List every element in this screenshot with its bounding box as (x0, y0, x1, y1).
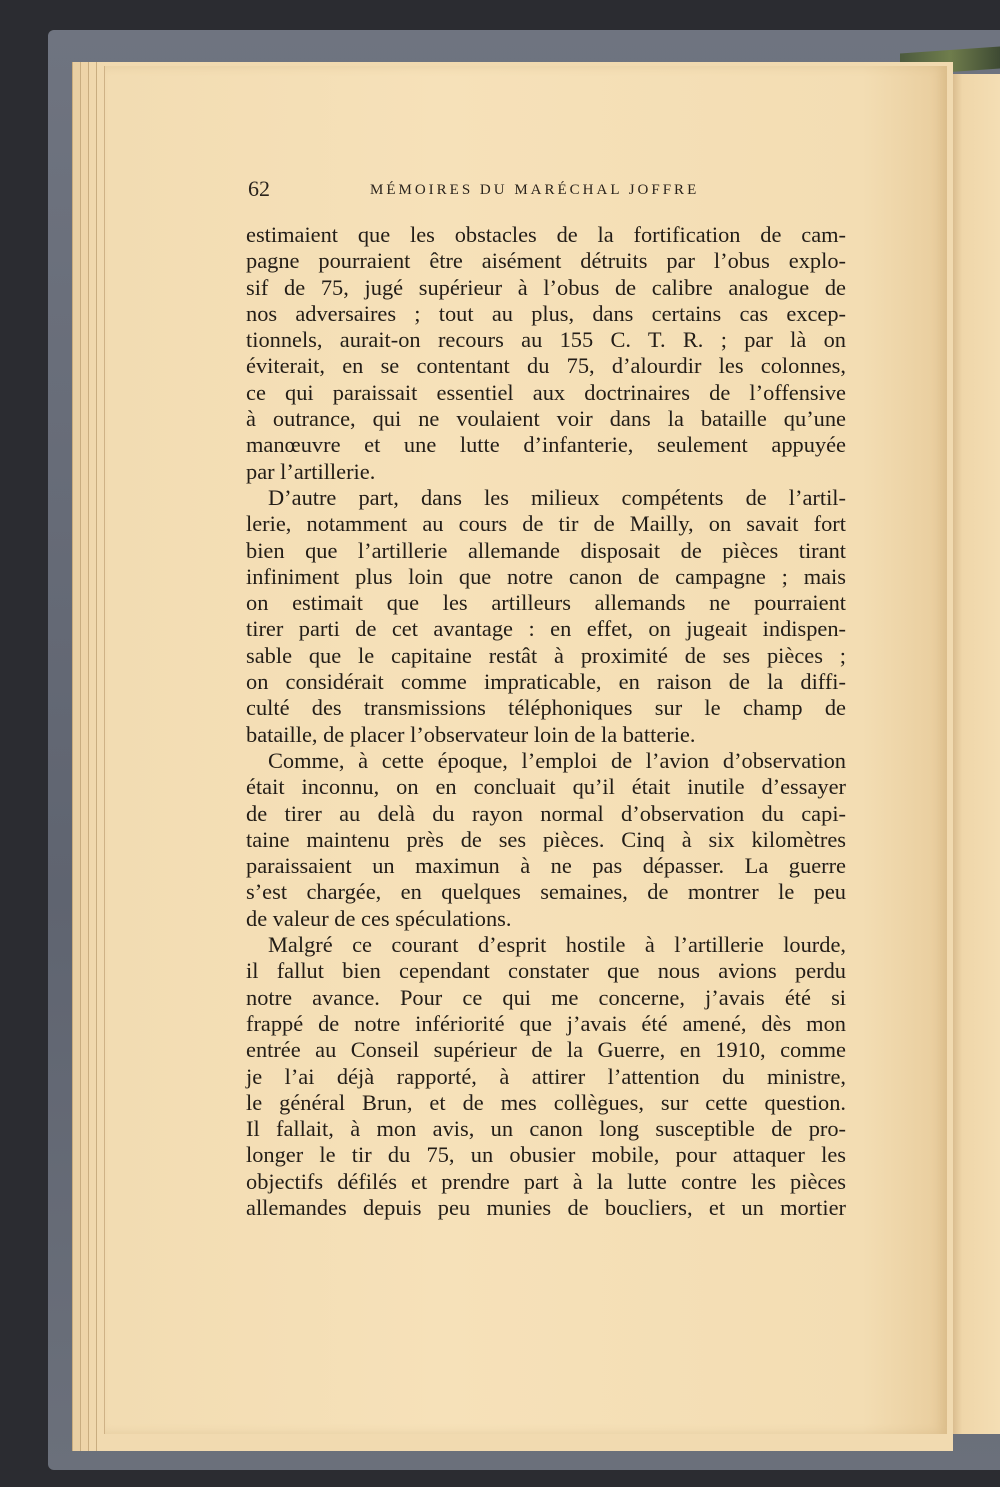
text-line: le général Brun, et de mes collègues, sur cette question. (246, 1089, 846, 1115)
text-line: de valeur de ces spéculations. (246, 905, 512, 931)
page-number: 62 (248, 176, 270, 201)
text-line: était inconnu, on en concluait qu’il était inutile d’essayer (246, 774, 846, 800)
text-line: frappé de notre infériorité que j’avais été amené, dès mon (246, 1010, 846, 1036)
text-line: sif de 75, jugé supérieur à l’obus de calibre analogue de (246, 274, 846, 300)
text-line: nos adversaires ; tout au plus, dans certains cas excep- (246, 300, 846, 326)
text-line: notre avance. Pour ce qui me concerne, j’avais été si (246, 984, 846, 1010)
text-line: Comme, à cette époque, l’emploi de l’avion d’observation (268, 747, 846, 773)
text-line: pagne pourraient être aisément détruits par l’obus explo- (246, 248, 846, 274)
text-line: culté des transmissions téléphoniques sur le champ de (246, 695, 846, 721)
text-line: Il fallait, à mon avis, un canon long susceptible de pro- (246, 1116, 846, 1142)
text-line: ce qui paraissait essentiel aux doctrinaires de l’offensive (246, 379, 846, 405)
text-line: infiniment plus loin que notre canon de campagne ; mais (246, 563, 846, 589)
text-line: entrée au Conseil supérieur de la Guerre, en 1910, comme (246, 1037, 846, 1063)
text-line: estimaient que les obstacles de la fortification de cam- (246, 222, 846, 247)
text-line: Malgré ce courant d’esprit hostile à l’artillerie lourde, (268, 932, 846, 958)
text-line: il fallut bien cependant constater que nous avions perdu (246, 958, 846, 984)
text-line: paraissaient un maximun à ne pas dépasser. La guerre (246, 853, 846, 879)
text-line: D’autre part, dans les milieux compétents de l’artil- (268, 484, 846, 510)
text-line: par l’artillerie. (246, 458, 376, 484)
text-line: manœuvre et une lutte d’infanterie, seulement appuyée (246, 432, 846, 458)
text-line: lerie, notamment au cours de tir de Mailly, on savait fort (246, 511, 846, 537)
text-line: s’est chargée, en quelques semaines, de montrer le peu (246, 879, 846, 905)
text-line: tirer parti de cet avantage : en effet, on jugeait indispen- (246, 616, 846, 642)
text-line: taine maintenu près de ses pièces. Cinq à six kilomètres (246, 826, 846, 852)
page-header (248, 176, 848, 206)
text-line: bien que l’artillerie allemande disposait de pièces tirant (246, 537, 846, 563)
text-line: on considérait comme impraticable, en raison de la diffi- (246, 669, 846, 695)
text-line: de tirer au delà du rayon normal d’observation du capi- (246, 800, 846, 826)
text-line: à outrance, qui ne voulaient voir dans la bataille qu’une (246, 406, 846, 432)
text-line: objectifs défilés et prendre part à la lutte contre les pièces (246, 1168, 846, 1194)
text-line: on estimait que les artilleurs allemands ne pourraient (246, 590, 846, 616)
running-head: MÉMOIRES DU MARÉCHAL JOFFRE (370, 182, 700, 198)
body-text (246, 222, 846, 1221)
facing-page-edge (946, 74, 1000, 1434)
text-line: éviterait, en se contentant du 75, d’alourdir les colonnes, (246, 353, 846, 379)
text-line: longer le tir du 75, un obusier mobile, pour attaquer les (246, 1142, 846, 1168)
text-line: allemandes depuis peu munies de boucliers, et un mortier (246, 1194, 846, 1220)
text-line: je l’ai déjà rapporté, à attirer l’attention du ministre, (246, 1063, 846, 1089)
text-line: tionnels, aurait-on recours au 155 C. T. R. ; par là on (246, 327, 846, 353)
text-line: sable que le capitaine restât à proximité de ses pièces ; (246, 642, 846, 668)
text-line: bataille, de placer l’observateur loin de la batterie. (246, 721, 696, 747)
